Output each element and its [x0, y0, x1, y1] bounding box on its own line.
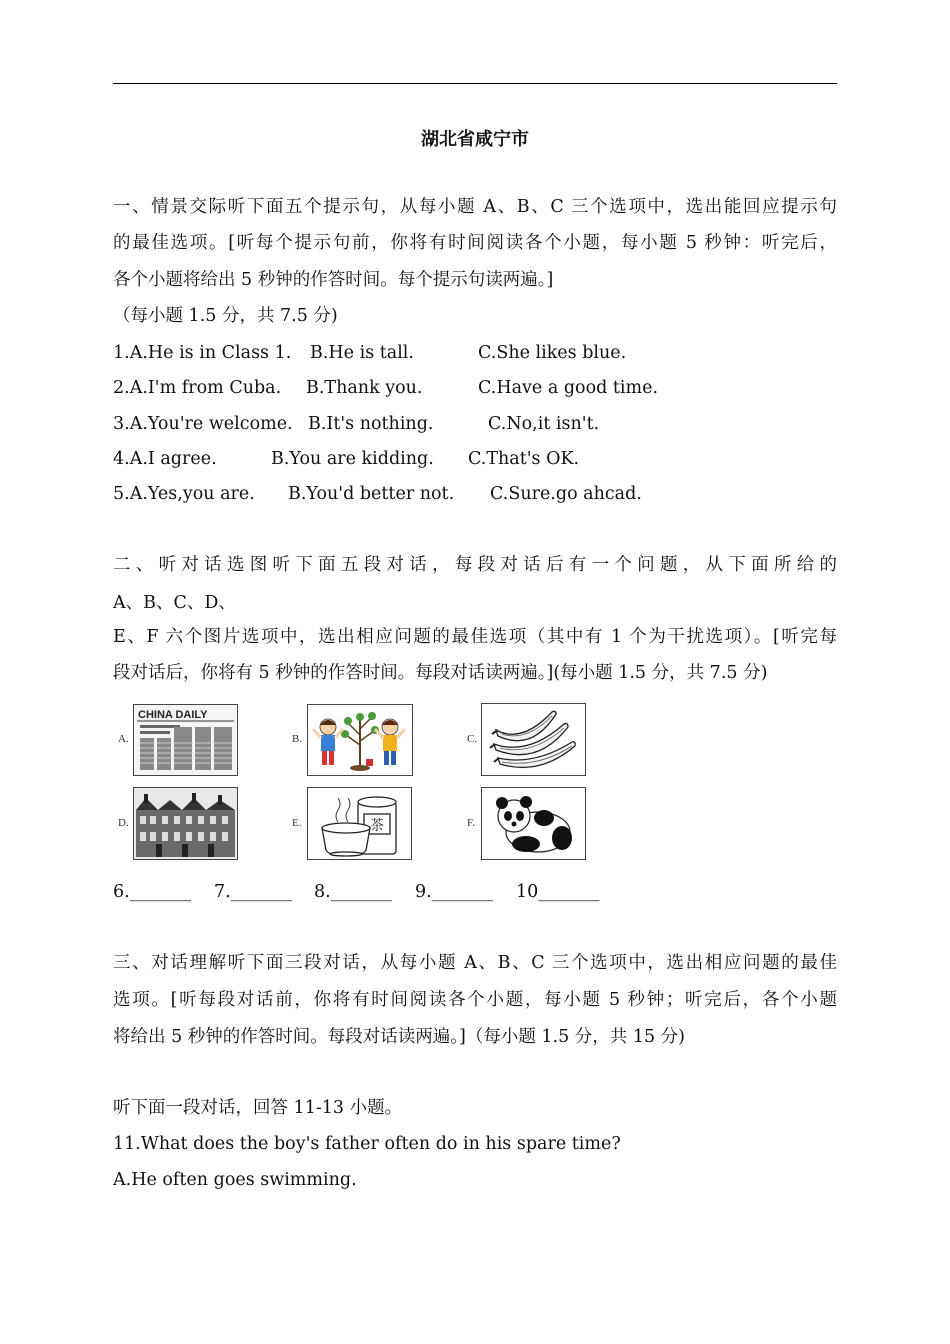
section3-heading-line1: 三、对话理解听下面三段对话，从每小题 A、B、C 三个选项中，选出相应问题的最佳	[113, 953, 837, 973]
q4-option-b: B.You are kidding.	[271, 449, 434, 469]
section1-heading-line2: 的最佳选项。[听每个提示句前，你将有时间阅读各个小题，每小题 5 秒钟：听完后，	[113, 233, 837, 253]
q4-option-a: 4.A.I agree.	[113, 449, 217, 469]
q2-option-b: B.Thank you.	[306, 378, 423, 398]
picture-c-label: C.	[467, 733, 478, 745]
picture-f-panda	[481, 787, 586, 860]
section1-heading-line1: 一、情景交际听下面五个提示句，从每小题 A、B、C 三个选项中，选出能回应提示句	[113, 197, 837, 217]
q4-option-c: C.That's OK.	[468, 449, 580, 469]
newspaper-title: CHINA DAILY	[138, 709, 208, 721]
answer-blank-9[interactable]: 9._______	[415, 882, 493, 902]
section3-heading-line3: 将给出 5 秒钟的作答时间。每段对话读两遍。]（每小题 1.5 分，共 15 分)	[113, 1027, 686, 1047]
section3-heading-line2: 选项。[听每段对话前，你将有时间阅读各个小题，每小题 5 秒钟；听完后，各个小题	[113, 990, 837, 1010]
q1-option-b: B.He is tall.	[310, 343, 414, 363]
top-rule	[113, 83, 837, 84]
picture-e-label: E.	[292, 817, 302, 829]
answer-blank-6[interactable]: 6._______	[113, 882, 191, 902]
picture-a-newspaper	[133, 704, 238, 776]
q2-option-c: C.Have a good time.	[478, 378, 659, 398]
picture-c-bananas	[481, 703, 586, 776]
q5-option-a: 5.A.Yes,you are.	[113, 484, 255, 504]
answer-blank-8[interactable]: 8._______	[314, 882, 392, 902]
picture-b-label: B.	[292, 733, 303, 745]
section2-heading-line4: 段对话后，你将有 5 秒钟的作答时间。每段对话读两遍。](每小题 1.5 分，共 7.5 分)	[113, 663, 768, 683]
q1-option-c: C.She likes blue.	[478, 343, 627, 363]
picture-b-planting	[307, 704, 413, 776]
q2-option-a: 2.A.I'm from Cuba.	[113, 378, 282, 398]
section2-heading-line1: 二、听对话选图听下面五段对话，每段对话后有一个问题，从下面所给的	[113, 555, 837, 575]
tea-label: 茶	[370, 818, 384, 834]
question-11: 11.What does the boy's father often do in his spare time?	[113, 1134, 621, 1154]
section1-score: （每小题 1.5 分，共 7.5 分)	[113, 306, 338, 326]
tea-icon	[308, 788, 411, 859]
section3-intro: 听下面一段对话，回答 11-13 小题。	[113, 1098, 403, 1118]
q5-option-c: C.Sure.go ahcad.	[490, 484, 642, 504]
picture-e-tea	[307, 787, 412, 860]
answer-blank-7[interactable]: 7._______	[214, 882, 292, 902]
q5-option-b: B.You'd better not.	[288, 484, 455, 504]
answer-blank-10[interactable]: 10_______	[516, 882, 600, 902]
panda-icon	[482, 788, 585, 859]
picture-f-label: F.	[467, 817, 475, 829]
section2-heading-line2: A、B、C、D、	[113, 593, 236, 613]
q1-option-a: 1.A.He is in Class 1.	[113, 343, 292, 363]
question-11-option-a: A.He often goes swimming.	[113, 1170, 357, 1190]
q3-option-b: B.It's nothing.	[308, 414, 434, 434]
newspaper-icon	[134, 705, 237, 775]
picture-d-buildings	[133, 787, 238, 860]
bananas-icon	[482, 704, 585, 775]
section2-heading-line3: E、F 六个图片选项中，选出相应问题的最佳选项（其中有 1 个为干扰选项）。[听完每	[113, 627, 837, 647]
section1-heading-line3: 各个小题将给出 5 秒钟的作答时间。每个提示句读两遍。]	[113, 270, 554, 290]
q3-option-a: 3.A.You're welcome.	[113, 414, 293, 434]
buildings-icon	[134, 788, 237, 859]
page-title: 湖北省咸宁市	[421, 129, 529, 150]
picture-a-label: A.	[118, 733, 129, 745]
picture-d-label: D.	[118, 817, 129, 829]
q3-option-c: C.No,it isn't.	[488, 414, 600, 434]
children-planting-tree-icon	[308, 705, 412, 775]
